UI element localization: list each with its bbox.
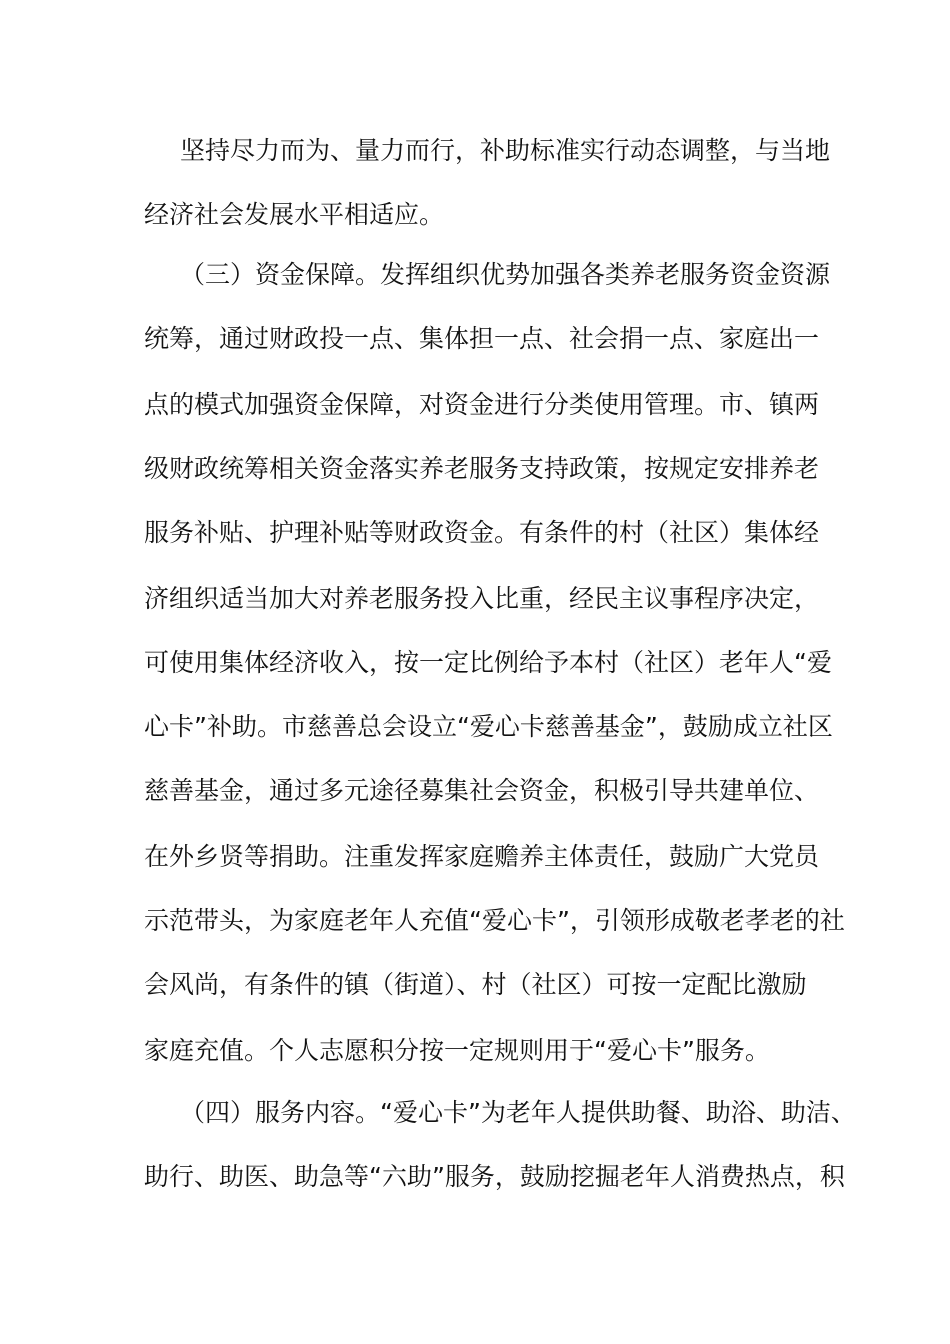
text-line: 会风尚，有条件的镇（街道）、村（社区）可按一定配比激励 bbox=[144, 970, 807, 999]
text-line: 助行、助医、助急等“六助”服务，鼓励挖掘老年人消费热点，积 bbox=[144, 1162, 845, 1191]
text-line: 济组织适当加大对养老服务投入比重，经民主议事程序决定， bbox=[144, 584, 820, 613]
text-line: 示范带头，为家庭老年人充值“爱心卡”，引领形成敬老孝老的社 bbox=[144, 906, 845, 935]
text-line: 服务补贴、护理补贴等财政资金。有条件的村（社区）集体经 bbox=[144, 518, 820, 547]
text-line: 级财政统筹相关资金落实养老服务支持政策，按规定安排养老 bbox=[144, 454, 820, 483]
text-line: 可使用集体经济收入，按一定比例给予本村（社区）老年人“爱 bbox=[144, 648, 832, 677]
text-line: 家庭充值。个人志愿积分按一定规则用于“爱心卡”服务。 bbox=[144, 1036, 770, 1065]
text-line: （四）服务内容。“爱心卡”为老年人提供助餐、助浴、助洁、 bbox=[180, 1098, 856, 1127]
text-line: 在外乡贤等捐助。注重发挥家庭赡养主体责任，鼓励广大党员 bbox=[144, 842, 820, 871]
text-line: 统筹，通过财政投一点、集体担一点、社会捐一点、家庭出一 bbox=[144, 324, 820, 353]
text-line: （三）资金保障。发挥组织优势加强各类养老服务资金资源 bbox=[180, 260, 831, 289]
text-line: 心卡”补助。市慈善总会设立“爱心卡慈善基金”，鼓励成立社区 bbox=[144, 712, 833, 741]
text-line: 经济社会发展水平相适应。 bbox=[144, 200, 445, 229]
text-line: 坚持尽力而为、量力而行，补助标准实行动态调整，与当地 bbox=[180, 136, 831, 165]
text-line: 慈善基金，通过多元途径募集社会资金，积极引导共建单位、 bbox=[144, 776, 820, 805]
text-line: 点的模式加强资金保障，对资金进行分类使用管理。市、镇两 bbox=[144, 390, 820, 419]
